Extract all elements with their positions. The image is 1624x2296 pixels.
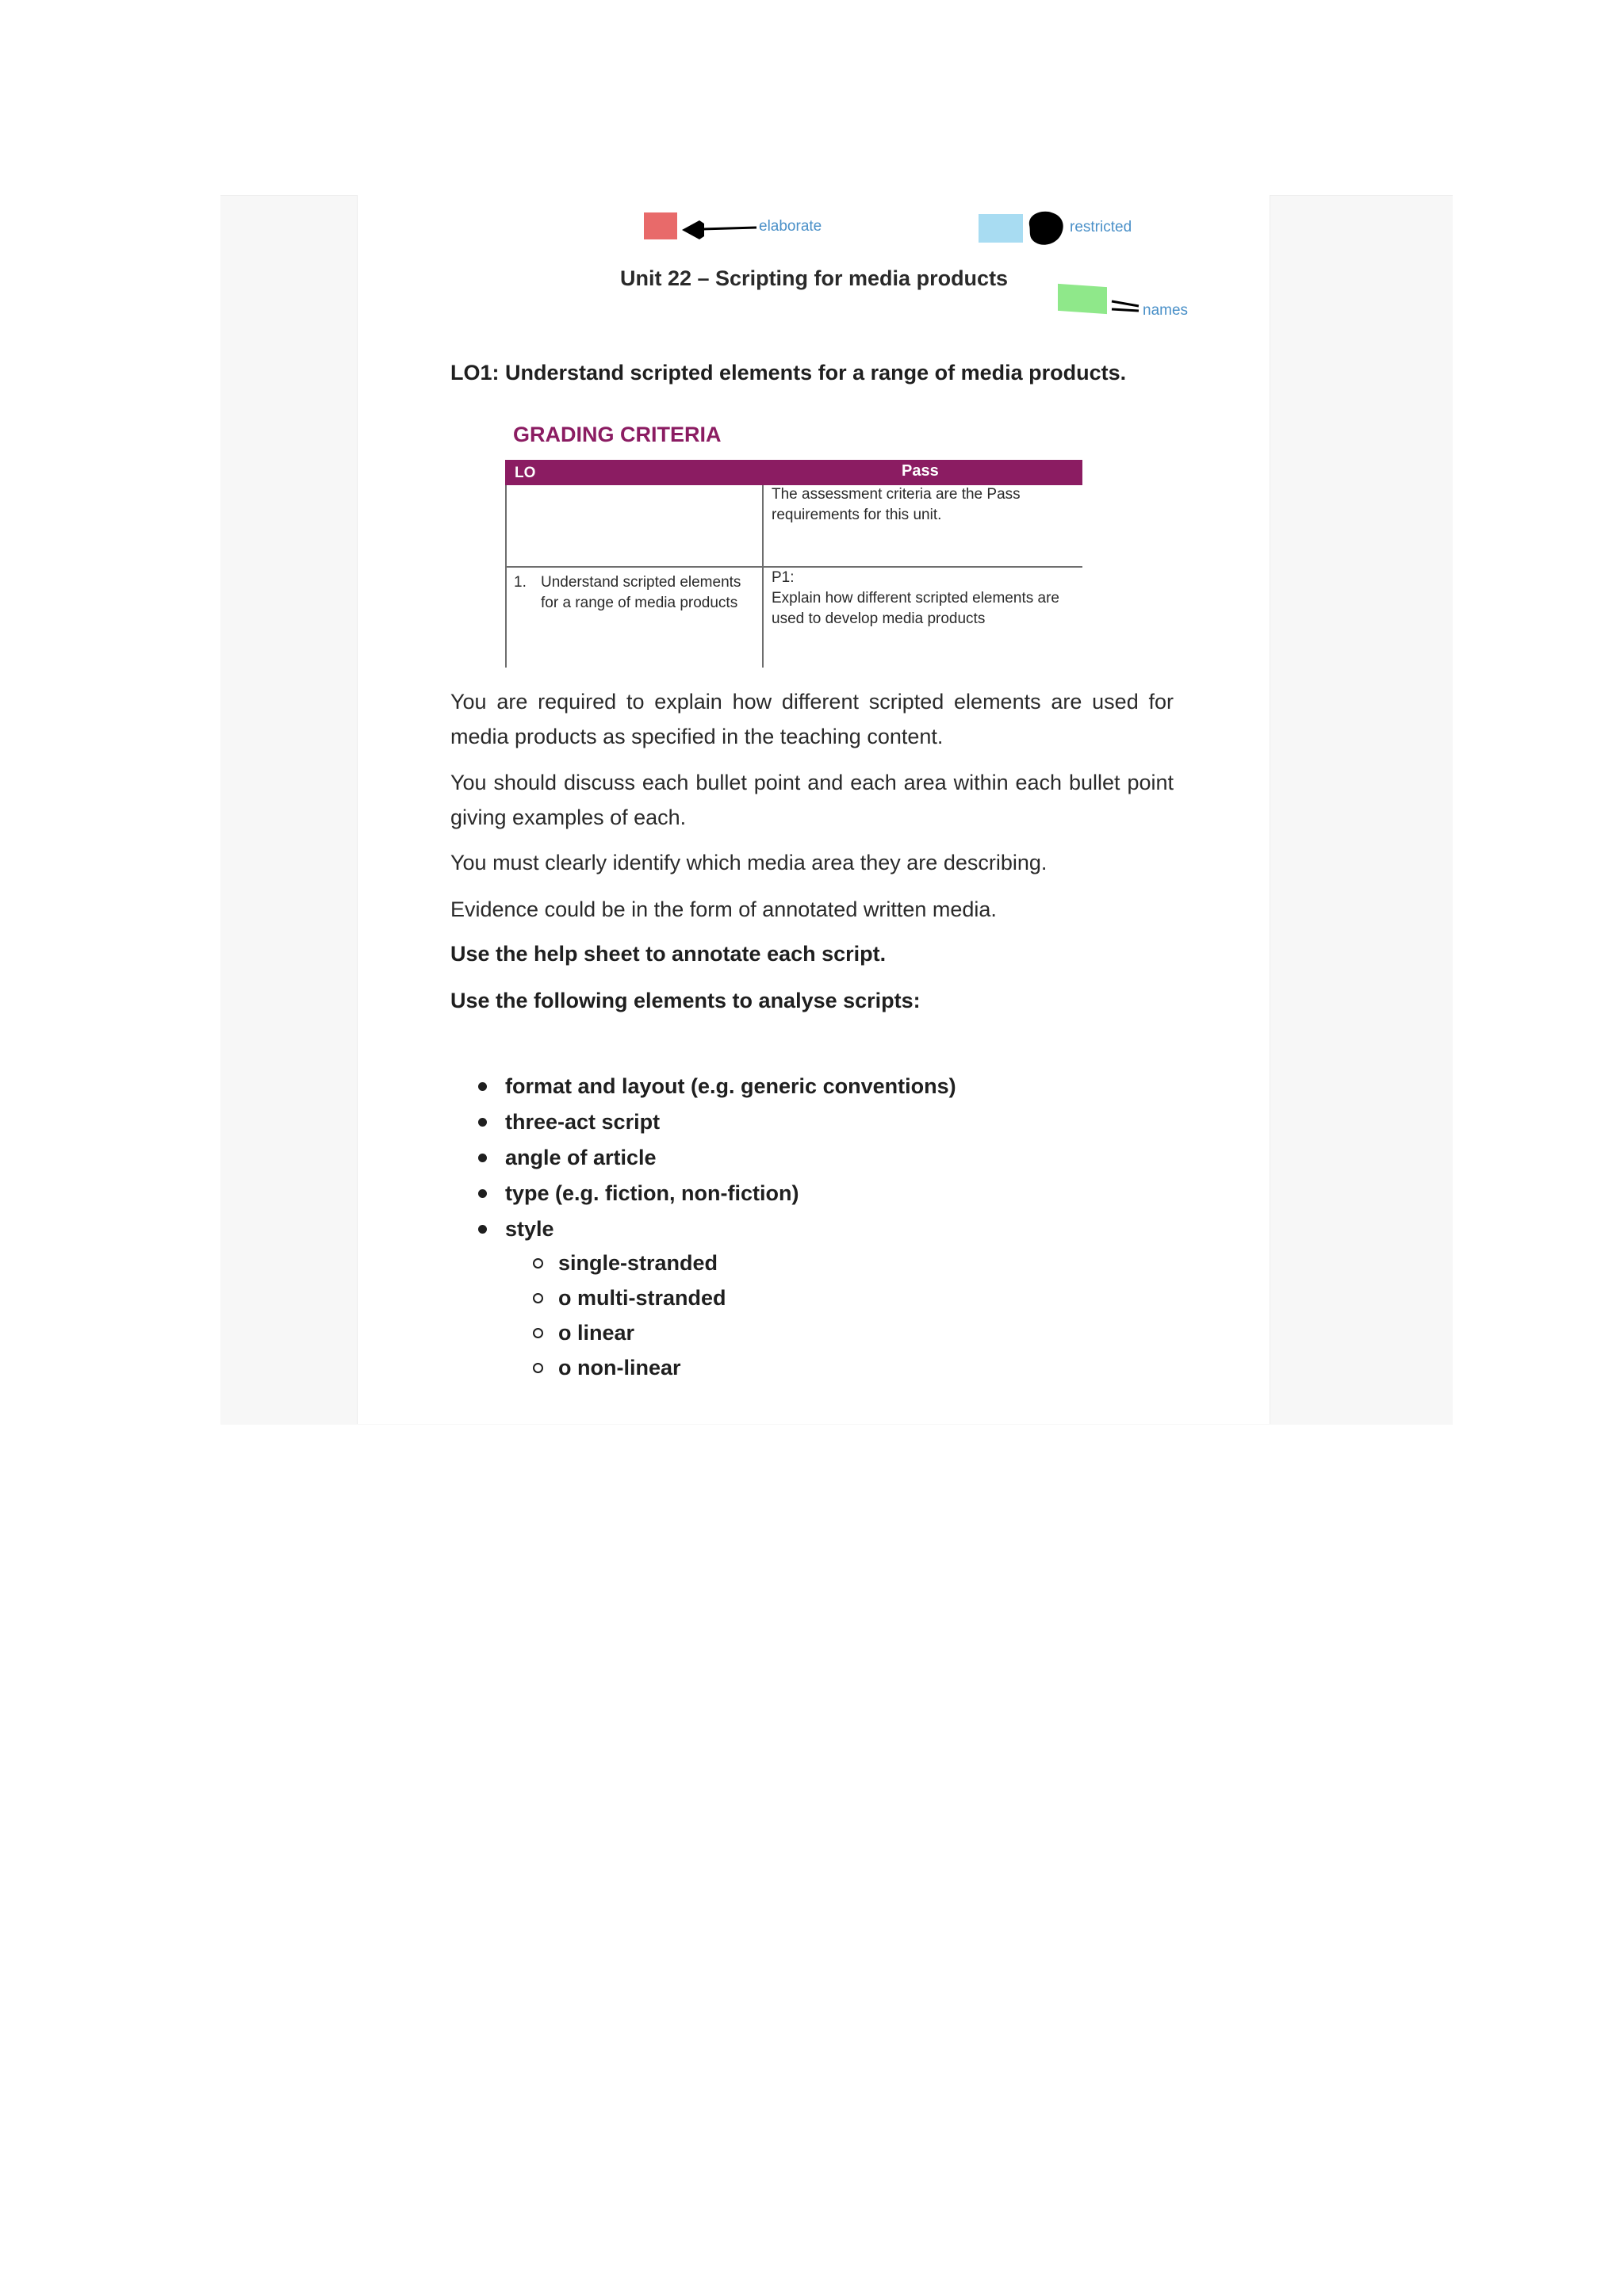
names-swatch <box>1058 284 1107 314</box>
pass-requirements-text: The assessment criteria are the Pass requirements for this unit. <box>772 486 1021 523</box>
list-item: o non-linear <box>531 1350 726 1385</box>
list-item: three-act script <box>476 1104 956 1140</box>
learning-outcome-heading: LO1: Understand scripted elements for a range of media products. <box>450 361 1127 385</box>
list-item: style <box>476 1211 956 1247</box>
page-title: Unit 22 – Scripting for media products <box>620 266 1009 290</box>
paragraph-evidence: Evidence could be in the form of annotated written media. <box>450 897 997 921</box>
paragraph-identify: You must clearly identify which media area they are describing. <box>450 851 1048 874</box>
key-label-elaborate: elaborate <box>759 218 822 235</box>
pass-criterion-code: P1: <box>772 569 795 586</box>
restricted-swatch <box>979 214 1023 243</box>
list-item: type (e.g. fiction, non-fiction) <box>476 1176 956 1211</box>
pass-criterion-text: Explain how different scripted elements are used to develop media products <box>772 590 1059 627</box>
paragraph-discuss: You should discuss each bullet point and each area within each bullet point giving examples of each. <box>450 771 1174 829</box>
list-item: single-stranded <box>531 1246 726 1280</box>
style-sublist <box>531 1246 726 1385</box>
elaborate-swatch <box>644 212 677 239</box>
arrow-left-icon <box>679 216 758 244</box>
lo-number: 1. <box>514 574 527 591</box>
paragraph-requirements: You are required to explain how different scripted elements are used for media products as specified in the teaching content. <box>450 690 1174 748</box>
list-item: format and layout (e.g. generic conventions) <box>476 1069 956 1104</box>
key-label-names: names <box>1143 302 1189 319</box>
elements-list <box>476 1069 956 1247</box>
column-header-pass: Pass <box>902 462 939 480</box>
list-item: o multi-stranded <box>531 1280 726 1315</box>
grading-table-header <box>505 460 1082 485</box>
table-column-divider <box>762 485 764 668</box>
list-item: angle of article <box>476 1140 956 1176</box>
column-header-lo: LO <box>515 465 536 481</box>
lo-description: Understand scripted elements for a range of media products <box>541 574 741 611</box>
approx-equal-icon <box>1110 298 1142 317</box>
instruction-elements: Use the following elements to analyse scripts: <box>450 989 921 1012</box>
ink-blot-icon <box>1023 208 1067 249</box>
grading-criteria-heading: GRADING CRITERIA <box>513 423 722 446</box>
key-label-restricted: restricted <box>1070 219 1132 235</box>
table-left-border <box>505 485 507 668</box>
instruction-help-sheet: Use the help sheet to annotate each script. <box>450 942 887 966</box>
list-item: o linear <box>531 1315 726 1350</box>
